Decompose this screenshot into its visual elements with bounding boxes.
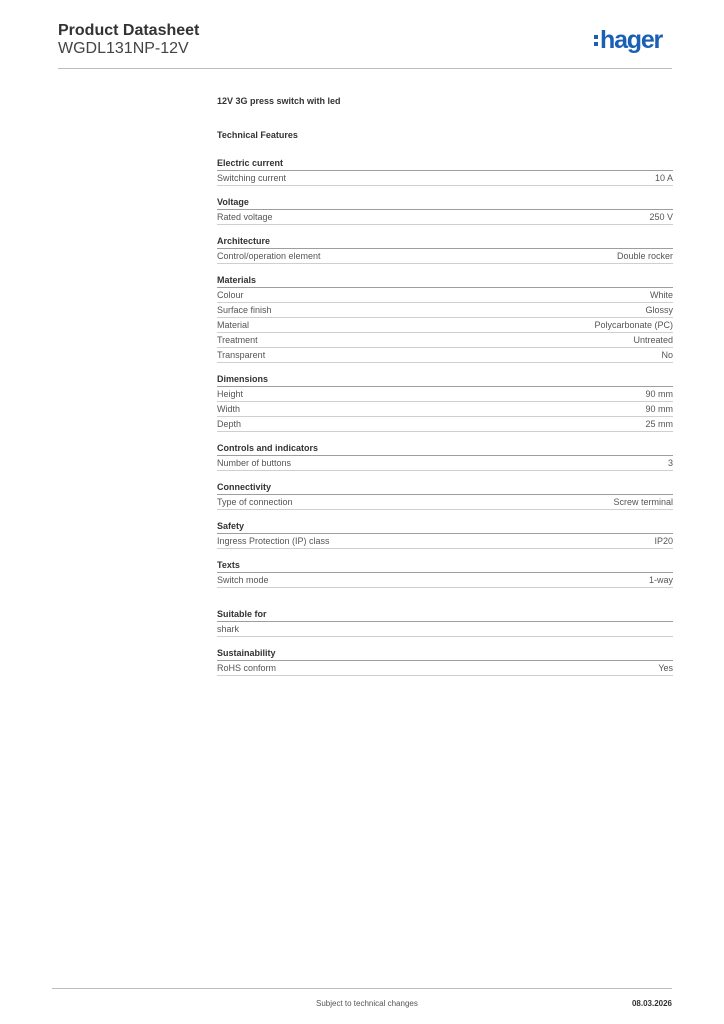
spec-value: 90 mm [645,389,673,399]
section-connectivity [217,481,673,510]
feature-sections [217,157,673,676]
spec-value: Screw terminal [613,497,673,507]
spec-row [217,495,673,510]
product-code: WGDL131NP-12V [58,40,189,57]
spec-value: Double rocker [616,251,673,261]
spec-value: No [661,350,673,360]
section-dimensions [217,373,673,432]
section-texts [217,559,673,588]
spec-row [217,622,673,637]
spec-label: Colour [217,290,244,300]
spec-row [217,348,673,363]
spec-label: Switch mode [217,575,269,585]
technical-features-heading: Technical Features [217,130,298,140]
page-title: Product Datasheet [58,22,200,39]
spec-label: Height [217,389,244,399]
section-title: Connectivity [217,481,673,495]
spec-label: Treatment [217,335,258,345]
header-divider [58,68,672,69]
spec-label: Depth [217,419,242,429]
section-materials [217,274,673,363]
spec-row [217,387,673,402]
section-electric-current [217,157,673,186]
spec-value: IP20 [654,536,673,546]
spec-label: Number of buttons [217,458,292,468]
section-sustainability [217,647,673,676]
spec-row [217,318,673,333]
footer-divider [52,988,672,989]
spec-value: White [649,290,673,300]
section-title: Suitable for [217,608,673,622]
footer-date: 08.03.2026 [631,999,672,1008]
section-controls-indicators [217,442,673,471]
section-title: Controls and indicators [217,442,673,456]
spec-row [217,333,673,348]
spec-value: 90 mm [645,404,673,414]
spec-value: Untreated [633,335,673,345]
spec-label: RoHS conform [217,663,277,673]
spec-label: Width [217,404,241,414]
spec-label: Switching current [217,173,287,183]
spec-row [217,417,673,432]
spec-label: shark [217,624,240,634]
section-architecture [217,235,673,264]
hager-logo [594,28,662,53]
spec-label: Rated voltage [217,212,273,222]
spec-label: Transparent [217,350,266,360]
spec-row [217,210,673,225]
spec-value: 3 [667,458,673,468]
datasheet-content [217,96,673,686]
spec-value: Glossy [645,305,673,315]
product-description: 12V 3G press switch with led [217,96,341,106]
section-suitable-for [217,608,673,637]
section-title: Materials [217,274,673,288]
section-title: Texts [217,559,673,573]
section-voltage [217,196,673,225]
spec-value: Yes [658,663,673,673]
spec-value: Polycarbonate (PC) [594,320,673,330]
spec-value: 250 V [649,212,673,222]
logo-text: hager [600,26,663,54]
spec-row [217,661,673,676]
spec-label: Ingress Protection (IP) class [217,536,330,546]
spec-row [217,249,673,264]
spec-row [217,402,673,417]
spec-row [217,456,673,471]
spec-value: 1-way [648,575,673,585]
spec-row [217,573,673,588]
section-title: Sustainability [217,647,673,661]
section-title: Electric current [217,157,673,171]
spec-value: 10 A [654,173,673,183]
section-title: Dimensions [217,373,673,387]
section-title: Safety [217,520,673,534]
spec-label: Control/operation element [217,251,321,261]
footer-note: Subject to technical changes [316,999,418,1008]
logo-colon-icon [594,35,598,46]
spec-row [217,303,673,318]
spec-label: Type of connection [217,497,293,507]
spec-value: 25 mm [645,419,673,429]
spec-label: Material [217,320,250,330]
section-title: Voltage [217,196,673,210]
section-title: Architecture [217,235,673,249]
section-safety [217,520,673,549]
spec-row [217,171,673,186]
spec-row [217,534,673,549]
spec-label: Surface finish [217,305,272,315]
spec-row [217,288,673,303]
